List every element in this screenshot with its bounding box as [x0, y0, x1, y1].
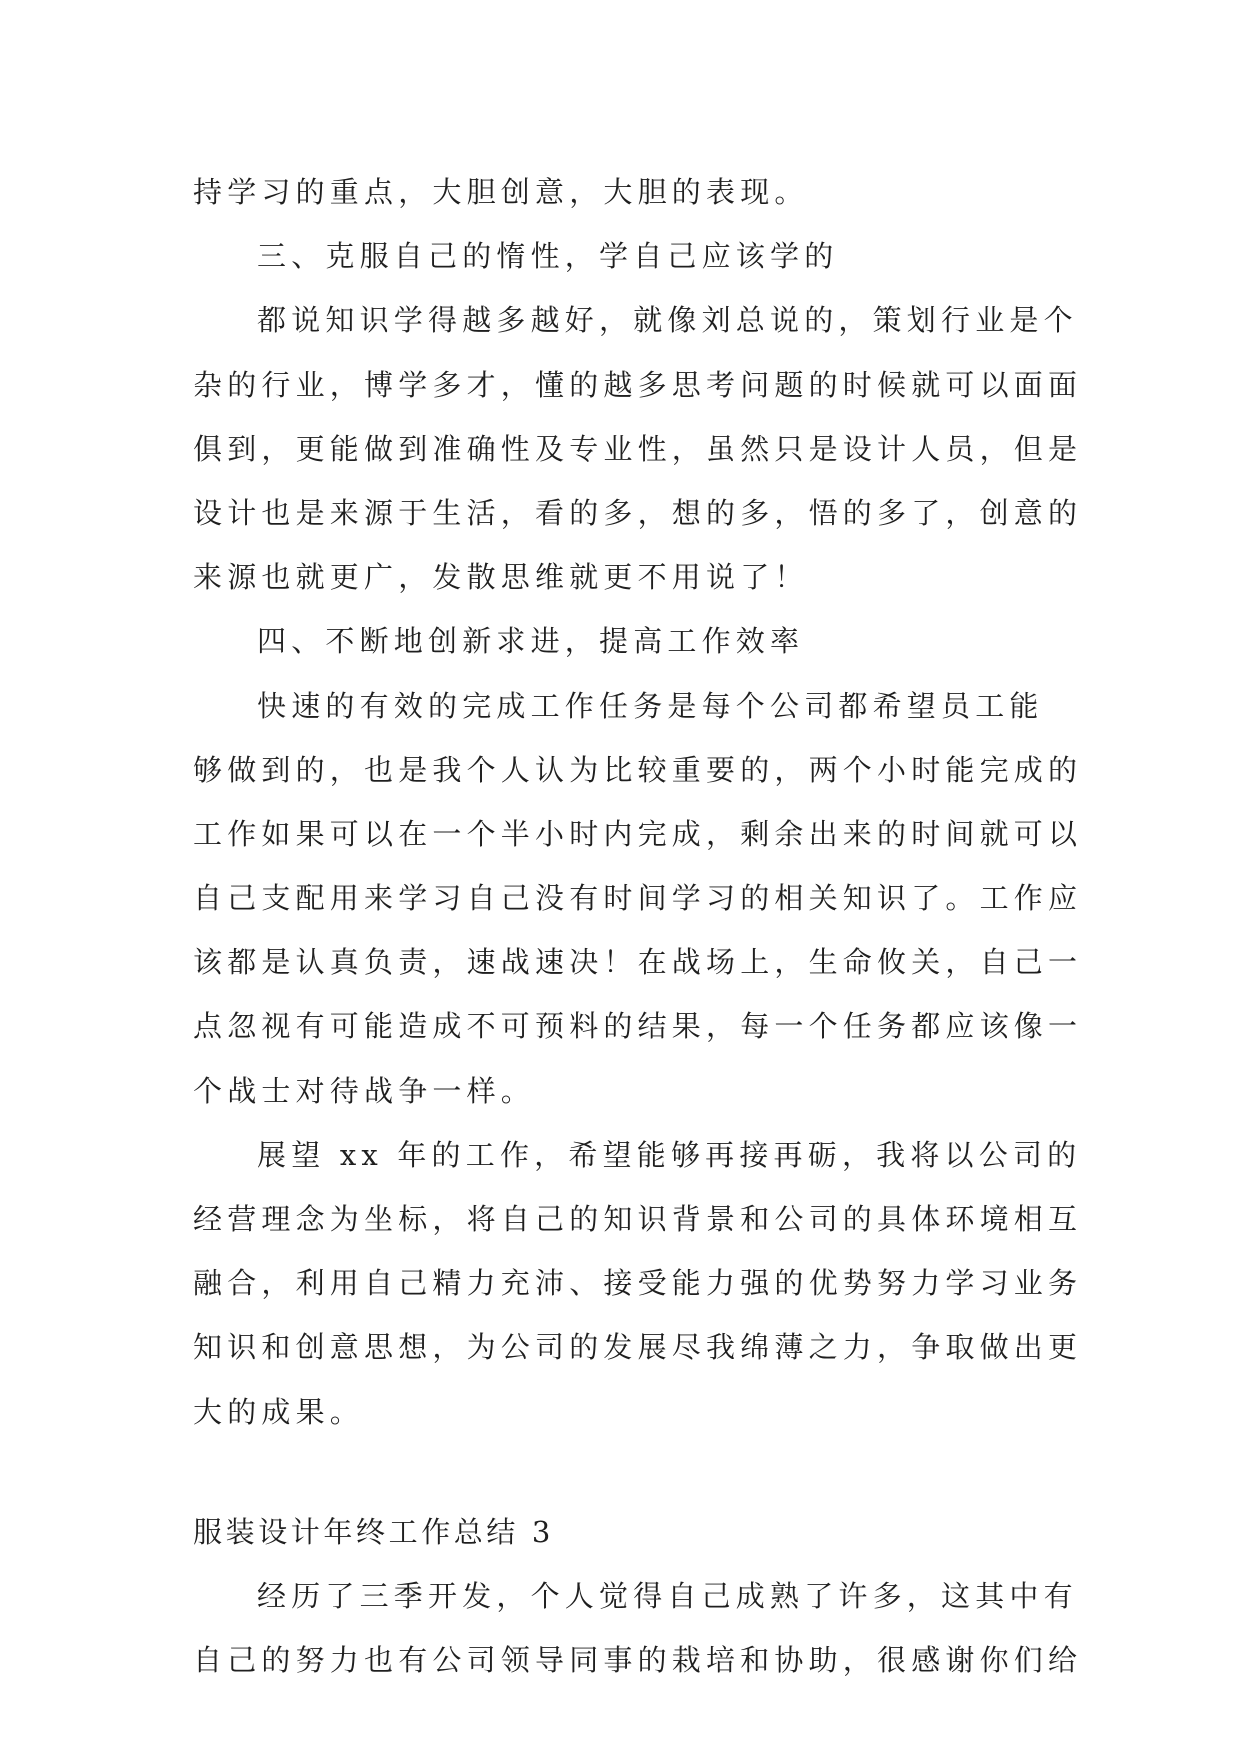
text-line: 工作如果可以在一个半小时内完成，剩余出来的时间就可以: [193, 816, 1083, 851]
text-line: 自己的努力也有公司领导同事的栽培和协助，很感谢你们给: [193, 1643, 1083, 1678]
text-line: 该都是认真负责，速战速决！在战场上，生命攸关，自己一: [193, 945, 1083, 980]
heading-3: 三、克服自己的惰性，学自己应该学的: [257, 239, 839, 274]
text-line: 俱到，更能做到准确性及专业性，虽然只是设计人员，但是: [193, 431, 1083, 466]
heading-4: 四、不断地创新求进，提高工作效率: [257, 624, 805, 659]
text-line: 设计也是来源于生活，看的多，想的多，悟的多了，创意的: [193, 495, 1083, 530]
paragraph-1: [193, 160, 1053, 224]
text-line: 经历了三季开发，个人觉得自己成熟了许多，这其中有: [257, 1578, 1078, 1613]
text-line: 融合，利用自己精力充沛、接受能力强的优势努力学习业务: [193, 1266, 1083, 1301]
text-line: 来源也就更广，发散思维就更不用说了！: [193, 560, 809, 595]
text-line: 点忽视有可能造成不可预料的结果，每一个任务都应该像一: [193, 1009, 1083, 1044]
text-line: 知识和创意思想，为公司的发展尽我绵薄之力，争取做出更: [193, 1330, 1083, 1365]
text-line: 快速的有效的完成工作任务是每个公司都希望员工能: [257, 688, 1044, 723]
paragraph-4: [193, 1123, 1083, 1444]
text-line: 都说知识学得越多越好，就像刘总说的，策划行业是个: [257, 303, 1078, 338]
document-body: [193, 160, 1083, 1692]
text-line: 持学习的重点，大胆创意，大胆的表现。: [193, 175, 809, 209]
section-spacer: [193, 1444, 1053, 1500]
text-line: 大的成果。: [193, 1394, 365, 1429]
text-line: 杂的行业，博学多才，懂的越多思考问题的时候就可以面面: [193, 367, 1083, 402]
paragraph-2: [193, 288, 1083, 609]
text-line: 个战士对待战争一样。: [193, 1073, 536, 1108]
text-line: 够做到的，也是我个人认为比较重要的，两个小时能完成的: [193, 752, 1083, 787]
text-line: 展望 xx 年的工作，希望能够再接再砺，我将以公司的: [257, 1137, 1082, 1172]
section-title: 服装设计年终工作总结 3: [193, 1514, 554, 1549]
paragraph-5: [193, 1564, 1083, 1692]
text-line: 经营理念为坐标，将自己的知识背景和公司的具体环境相互: [193, 1202, 1083, 1236]
text-line: 自己支配用来学习自己没有时间学习的相关知识了。工作应: [193, 881, 1083, 916]
paragraph-3: [193, 674, 1083, 1123]
